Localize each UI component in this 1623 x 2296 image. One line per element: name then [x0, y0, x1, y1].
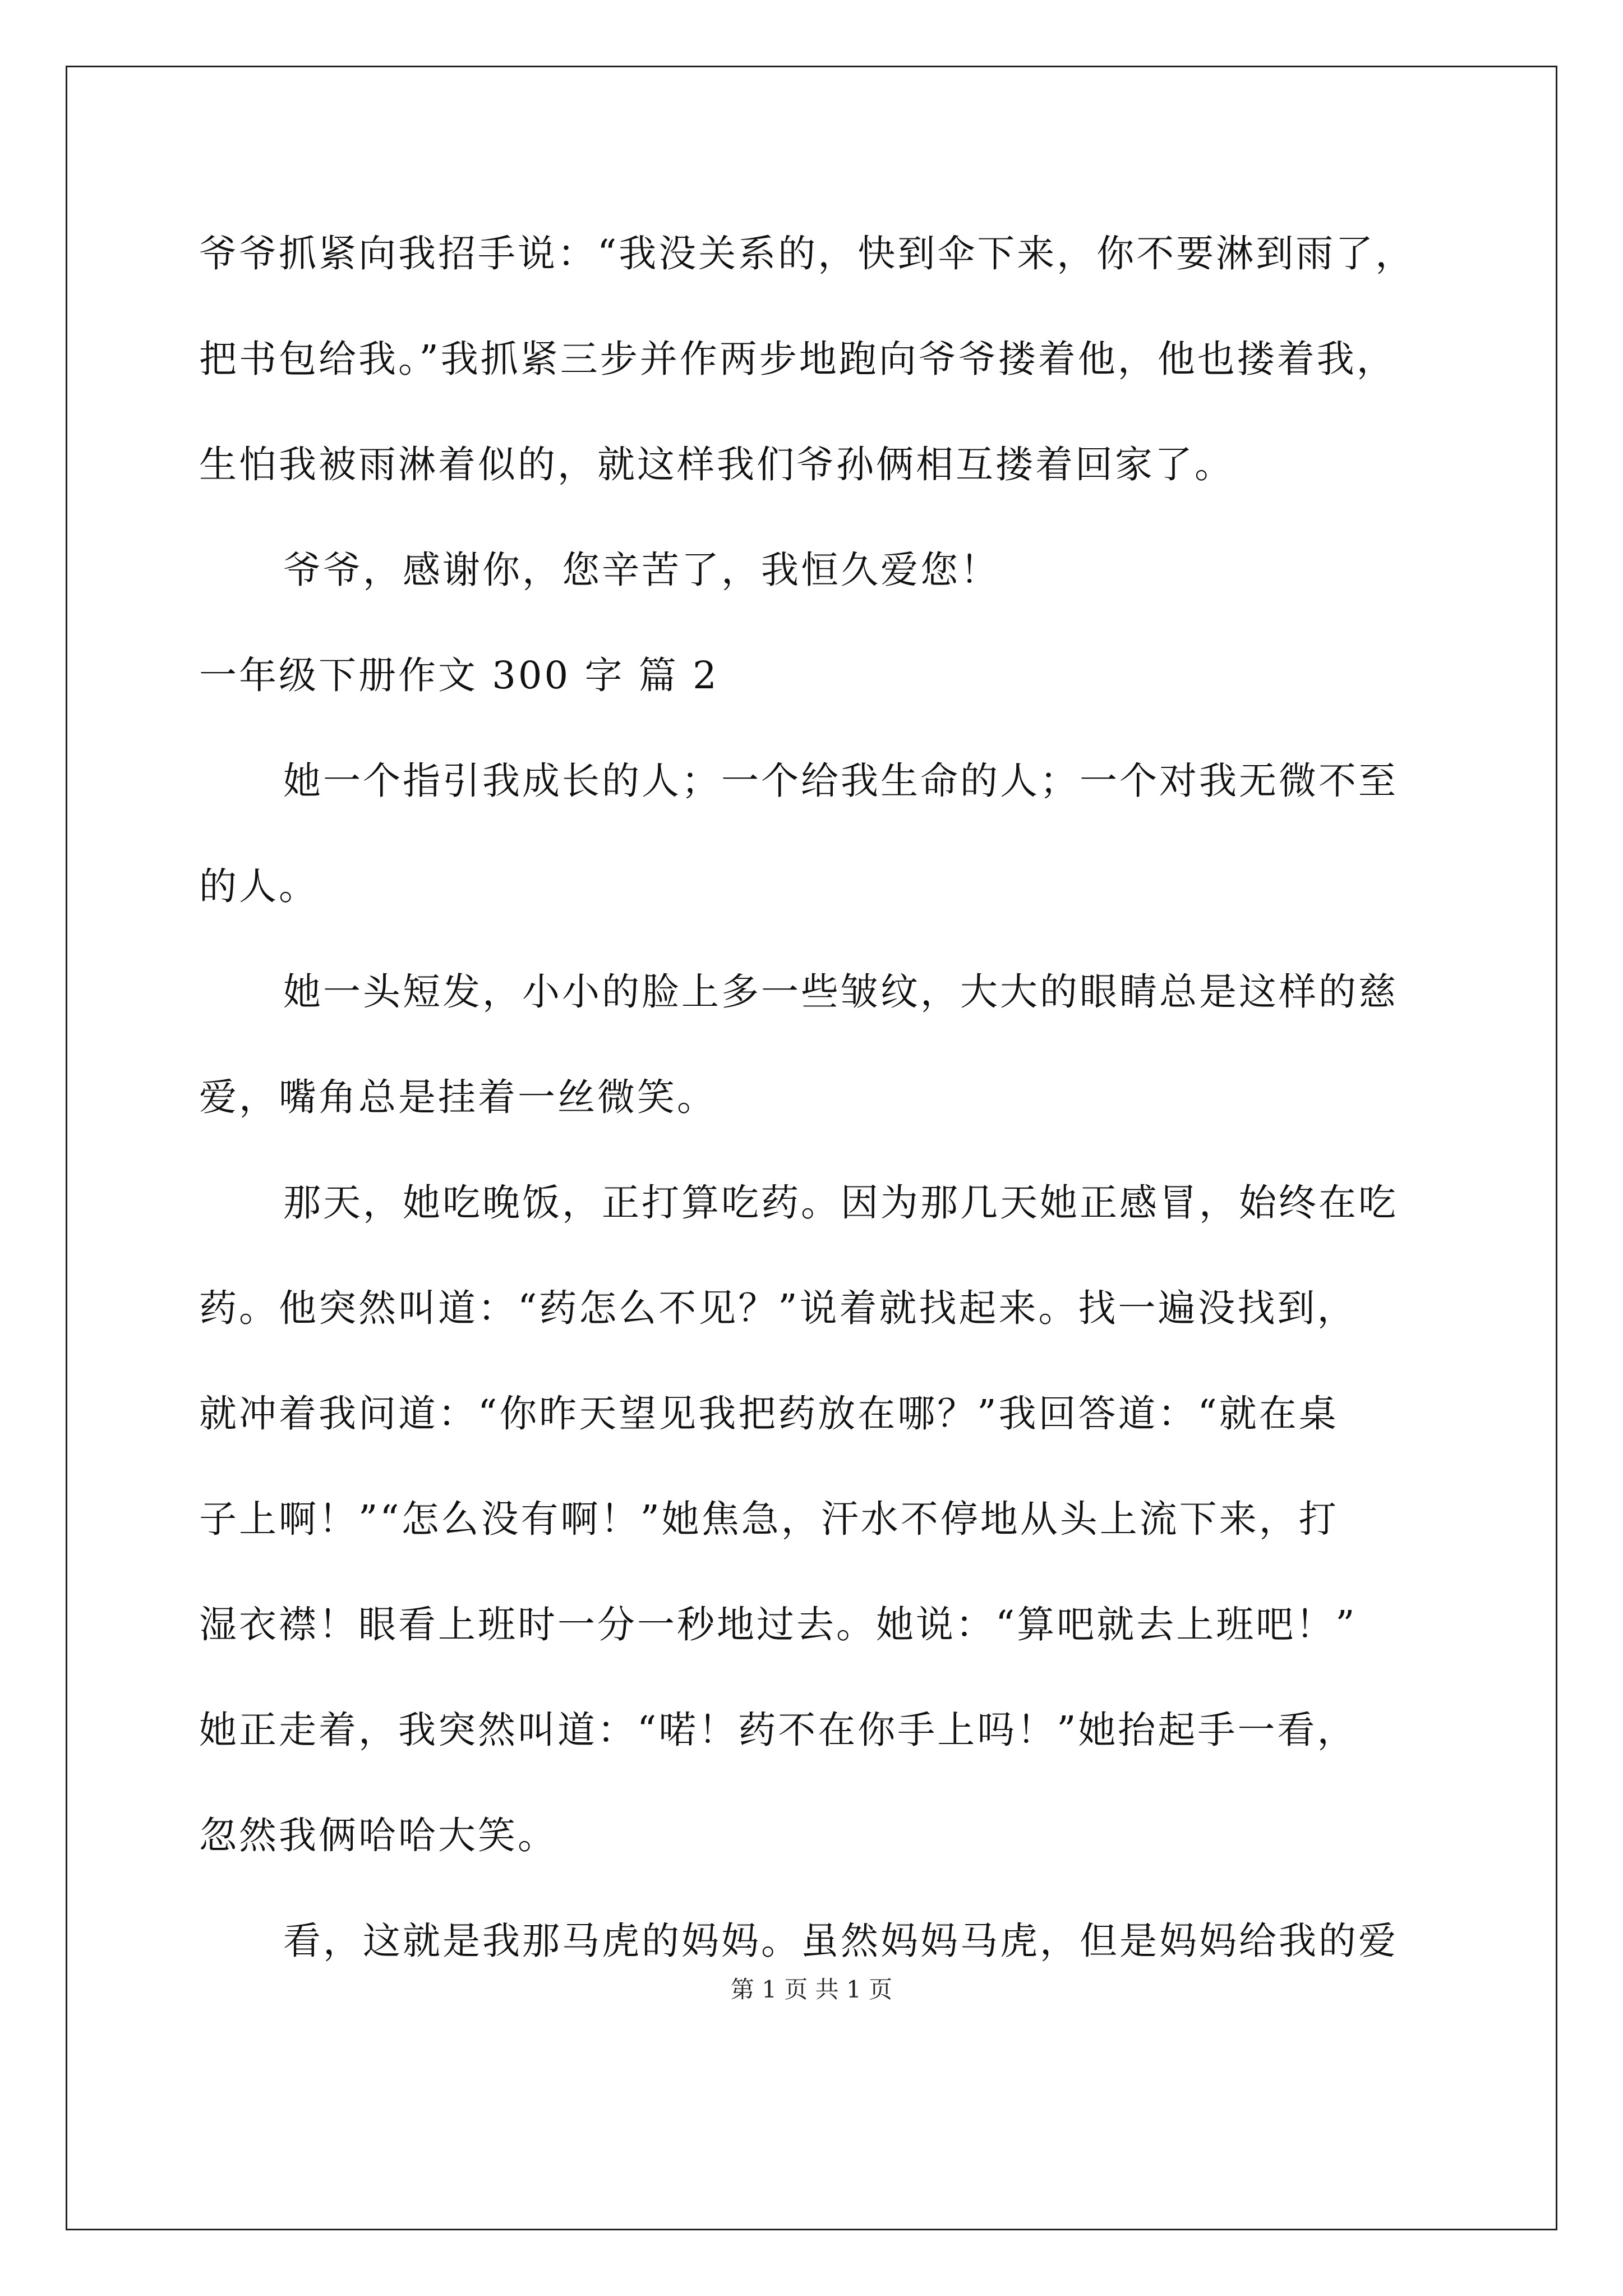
paragraph-line: 子上啊！”“怎么没有啊！”她焦急，汗水不停地从头上流下来，打: [199, 1497, 1339, 1541]
section-heading: 一年级下册作文 300 字 篇 2: [199, 654, 719, 697]
paragraph-line: 湿衣襟！眼看上班时一分一秒地过去。她说：“算吧就去上班吧！”: [199, 1603, 1357, 1646]
paragraph-line: 爷爷抓紧向我招手说：“我没关系的，快到伞下来，你不要淋到雨了，: [199, 232, 1415, 275]
paragraph-line: 她一个指引我成长的人；一个给我生命的人；一个对我无微不至: [283, 759, 1398, 803]
paragraph-line: 看，这就是我那马虎的妈妈。虽然妈妈马虎，但是妈妈给我的爱: [283, 1919, 1398, 1963]
paragraph-line: 那天，她吃晚饭，正打算吃药。因为那几天她正感冒，始终在吃: [283, 1181, 1398, 1225]
paragraph-line: 生怕我被雨淋着似的，就这样我们爷孙俩相互搂着回家了。: [199, 443, 1234, 486]
page-footer: 第 1 页 共 1 页: [730, 1976, 893, 2003]
paragraph-line: 就冲着我问道：“你昨天望见我把药放在哪？”我回答道：“就在桌: [199, 1392, 1339, 1435]
paragraph-line: 忽然我俩哈哈大笑。: [199, 1814, 557, 1857]
paragraph-line: 药。他突然叫道：“药怎么不见？”说着就找起来。找一遍没找到，: [199, 1286, 1357, 1330]
paragraph-line: 她正走着，我突然叫道：“喏！药不在你手上吗！”她抬起手一看，: [199, 1708, 1357, 1752]
paragraph-line: 爷爷，感谢你，您辛苦了，我恒久爱您！: [283, 548, 1000, 592]
paragraph-line: 把书包给我。”我抓紧三步并作两步地跑向爷爷搂着他，他也搂着我，: [199, 337, 1396, 381]
page-border: [66, 66, 1557, 2230]
paragraph-line: 爱，嘴角总是挂着一丝微笑。: [199, 1075, 717, 1119]
paragraph-line: 她一头短发，小小的脸上多一些皱纹，大大的眼睛总是这样的慈: [283, 970, 1398, 1014]
paragraph-line: 的人。: [199, 864, 319, 908]
